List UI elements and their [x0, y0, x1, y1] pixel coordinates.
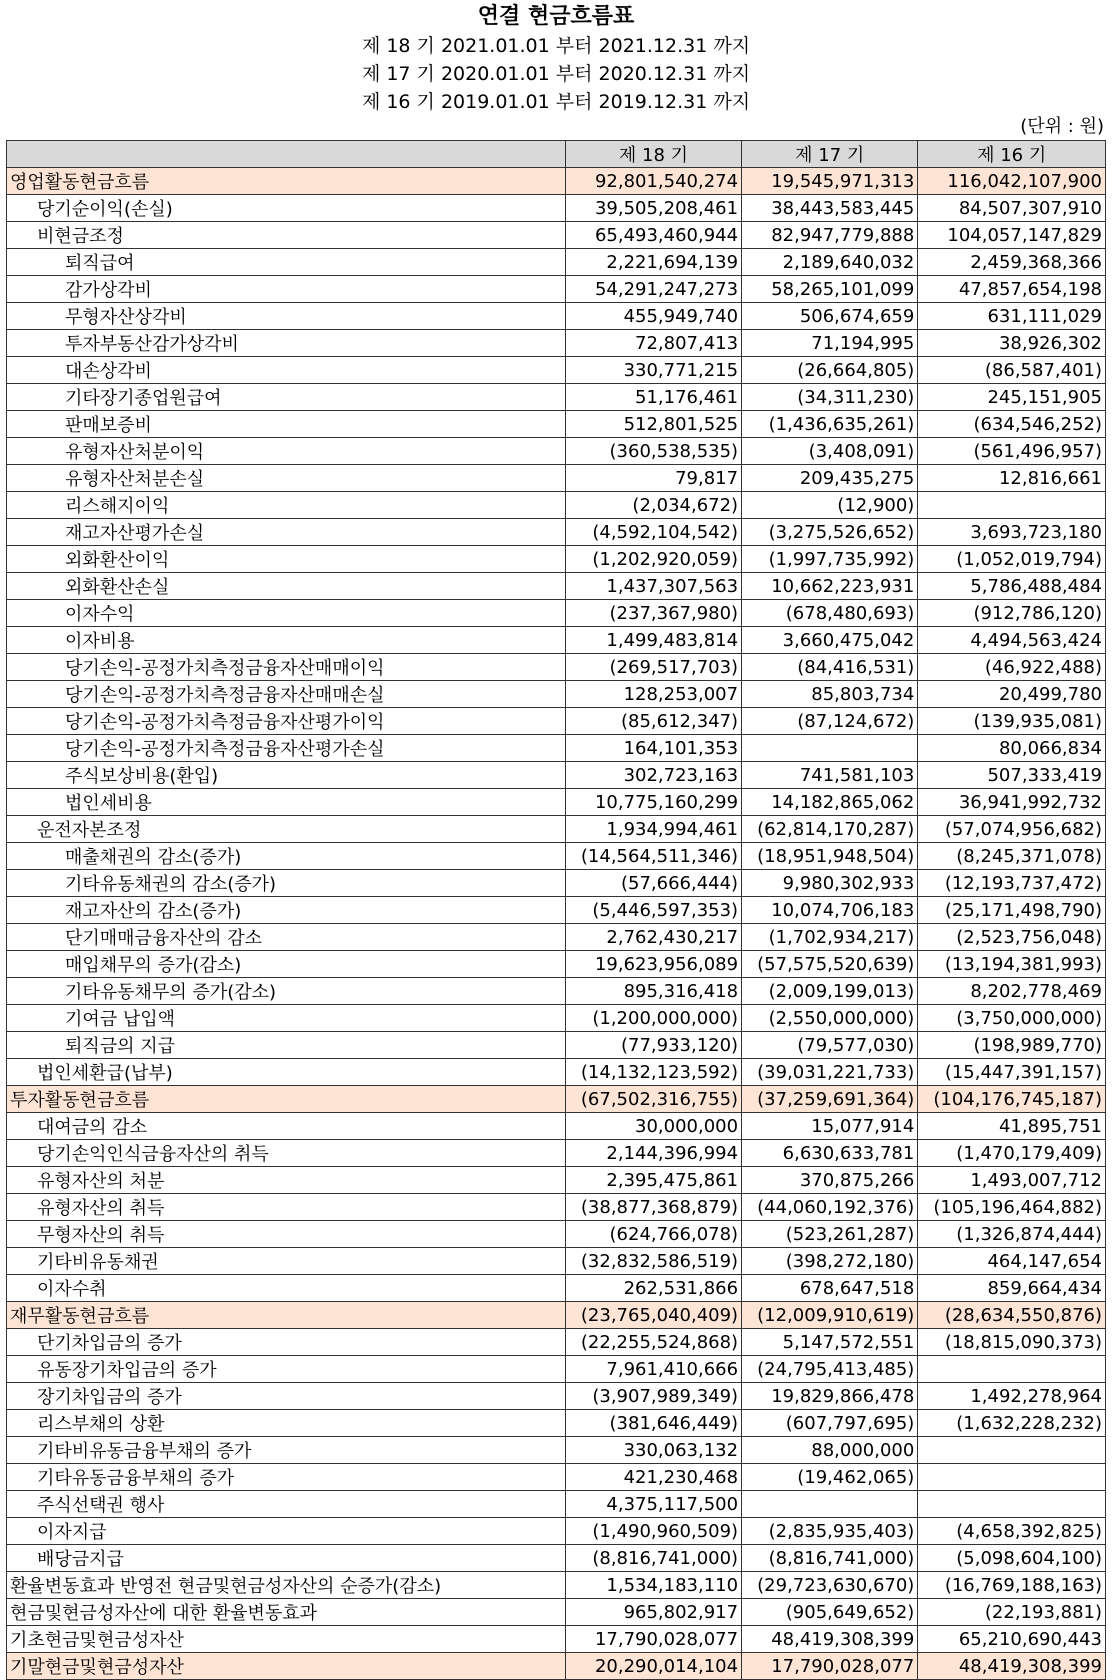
table-row	[7, 546, 1106, 573]
row-value: (3,275,526,652)	[742, 519, 918, 546]
table-row	[7, 870, 1106, 897]
row-value: (86,587,401)	[918, 357, 1106, 384]
row-label: 이자수취	[7, 1275, 566, 1302]
table-row	[7, 897, 1106, 924]
row-value: 19,829,866,478	[742, 1383, 918, 1410]
column-header: 제 16 기	[918, 141, 1106, 168]
table-row	[7, 1518, 1106, 1545]
table-row	[7, 195, 1106, 222]
table-row	[7, 384, 1106, 411]
table-row	[7, 600, 1106, 627]
row-label: 주식보상비용(환입)	[7, 762, 566, 789]
row-value: (1,436,635,261)	[742, 411, 918, 438]
table-row	[7, 951, 1106, 978]
row-value: 302,723,163	[565, 762, 741, 789]
row-value: 5,786,488,484	[918, 573, 1106, 600]
row-value: 65,493,460,944	[565, 222, 741, 249]
row-value: (18,815,090,373)	[918, 1329, 1106, 1356]
row-value: (2,835,935,403)	[742, 1518, 918, 1545]
row-value: 14,182,865,062	[742, 789, 918, 816]
row-label: 재고자산의 감소(증가)	[7, 897, 566, 924]
row-value: 421,230,468	[565, 1464, 741, 1491]
table-row	[7, 465, 1106, 492]
row-value: 39,505,208,461	[565, 195, 741, 222]
table-row	[7, 1005, 1106, 1032]
row-label: 기타비유동금융부채의 증가	[7, 1437, 566, 1464]
row-value: 71,194,995	[742, 330, 918, 357]
row-value: (105,196,464,882)	[918, 1194, 1106, 1221]
table-row	[7, 519, 1106, 546]
row-value: (67,502,316,755)	[565, 1086, 741, 1113]
row-value: 631,111,029	[918, 303, 1106, 330]
row-value: (39,031,221,733)	[742, 1059, 918, 1086]
row-value: (398,272,180)	[742, 1248, 918, 1275]
row-value: 1,493,007,712	[918, 1167, 1106, 1194]
table-row	[7, 411, 1106, 438]
row-value: (4,592,104,542)	[565, 519, 741, 546]
row-value	[918, 1491, 1106, 1518]
row-value: (24,795,413,485)	[742, 1356, 918, 1383]
row-value: (34,311,230)	[742, 384, 918, 411]
table-row	[7, 1059, 1106, 1086]
row-label: 단기매매금융자산의 감소	[7, 924, 566, 951]
row-value: 15,077,914	[742, 1113, 918, 1140]
row-value: 330,063,132	[565, 1437, 741, 1464]
row-value: (3,750,000,000)	[918, 1005, 1106, 1032]
table-row	[7, 843, 1106, 870]
row-value: (79,577,030)	[742, 1032, 918, 1059]
row-value: (905,649,652)	[742, 1599, 918, 1626]
row-value: (12,009,910,619)	[742, 1302, 918, 1329]
row-value: 1,499,483,814	[565, 627, 741, 654]
row-value: 20,290,014,104	[565, 1653, 741, 1680]
table-row	[7, 276, 1106, 303]
row-label: 외화환산손실	[7, 573, 566, 600]
row-value: 678,647,518	[742, 1275, 918, 1302]
table-row	[7, 249, 1106, 276]
row-value: (32,832,586,519)	[565, 1248, 741, 1275]
row-value: 859,664,434	[918, 1275, 1106, 1302]
row-value: (3,907,989,349)	[565, 1383, 741, 1410]
row-value: 104,057,147,829	[918, 222, 1106, 249]
row-value: 7,961,410,666	[565, 1356, 741, 1383]
row-value: 79,817	[565, 465, 741, 492]
row-value: 455,949,740	[565, 303, 741, 330]
row-value: 19,545,971,313	[742, 168, 918, 195]
row-label: 재고자산평가손실	[7, 519, 566, 546]
row-value: 17,790,028,077	[742, 1653, 918, 1680]
table-row	[7, 1302, 1106, 1329]
row-label: 외화환산이익	[7, 546, 566, 573]
row-label: 유형자산의 취득	[7, 1194, 566, 1221]
row-value: 2,395,475,861	[565, 1167, 741, 1194]
row-label: 당기손익-공정가치측정금융자산매매이익	[7, 654, 566, 681]
row-label: 매입채무의 증가(감소)	[7, 951, 566, 978]
row-value: 19,623,956,089	[565, 951, 741, 978]
row-value: (29,723,630,670)	[742, 1572, 918, 1599]
column-header	[7, 141, 566, 168]
table-row	[7, 573, 1106, 600]
table-row	[7, 1221, 1106, 1248]
row-label: 대여금의 감소	[7, 1113, 566, 1140]
row-value: 48,419,308,399	[918, 1653, 1106, 1680]
row-value: (5,098,604,100)	[918, 1545, 1106, 1572]
table-row	[7, 978, 1106, 1005]
row-label: 판매보증비	[7, 411, 566, 438]
row-label: 퇴직급여	[7, 249, 566, 276]
row-value: 8,202,778,469	[918, 978, 1106, 1005]
row-value: (85,612,347)	[565, 708, 741, 735]
row-value: (1,702,934,217)	[742, 924, 918, 951]
row-value: 1,437,307,563	[565, 573, 741, 600]
row-value: 895,316,418	[565, 978, 741, 1005]
row-value: 4,375,117,500	[565, 1491, 741, 1518]
row-value: 245,151,905	[918, 384, 1106, 411]
row-value: (1,490,960,509)	[565, 1518, 741, 1545]
row-value: (77,933,120)	[565, 1032, 741, 1059]
table-row	[7, 654, 1106, 681]
table-row	[7, 168, 1106, 195]
table-row	[7, 1329, 1106, 1356]
table-row	[7, 1437, 1106, 1464]
row-value: 10,662,223,931	[742, 573, 918, 600]
row-value: 80,066,834	[918, 735, 1106, 762]
table-row	[7, 1032, 1106, 1059]
row-label: 재무활동현금흐름	[7, 1302, 566, 1329]
row-value: (1,326,874,444)	[918, 1221, 1106, 1248]
row-value: 85,803,734	[742, 681, 918, 708]
row-value: 330,771,215	[565, 357, 741, 384]
row-value: 4,494,563,424	[918, 627, 1106, 654]
row-label: 유형자산처분이익	[7, 438, 566, 465]
table-row	[7, 1545, 1106, 1572]
row-value: 48,419,308,399	[742, 1626, 918, 1653]
row-value: 51,176,461	[565, 384, 741, 411]
row-value: 58,265,101,099	[742, 276, 918, 303]
table-row	[7, 1653, 1106, 1680]
row-label: 배당금지급	[7, 1545, 566, 1572]
row-value: (139,935,081)	[918, 708, 1106, 735]
row-label: 기타유동금융부채의 증가	[7, 1464, 566, 1491]
row-label: 당기손익인식금융자산의 취득	[7, 1140, 566, 1167]
row-label: 유동장기차입금의 증가	[7, 1356, 566, 1383]
row-value: (523,261,287)	[742, 1221, 918, 1248]
row-value: 41,895,751	[918, 1113, 1106, 1140]
row-value: (1,202,920,059)	[565, 546, 741, 573]
row-value: (62,814,170,287)	[742, 816, 918, 843]
table-row	[7, 330, 1106, 357]
row-value: (8,816,741,000)	[742, 1545, 918, 1572]
row-label: 기말현금및현금성자산	[7, 1653, 566, 1680]
table-row	[7, 1356, 1106, 1383]
row-value: (19,462,065)	[742, 1464, 918, 1491]
row-value: (87,124,672)	[742, 708, 918, 735]
row-value: 262,531,866	[565, 1275, 741, 1302]
row-value: (4,658,392,825)	[918, 1518, 1106, 1545]
row-label: 단기차입금의 증가	[7, 1329, 566, 1356]
row-value: 54,291,247,273	[565, 276, 741, 303]
row-value: (634,546,252)	[918, 411, 1106, 438]
row-value: (18,951,948,504)	[742, 843, 918, 870]
period-line: 제 18 기 2021.01.01 부터 2021.12.31 까지	[361, 35, 751, 57]
table-row	[7, 1275, 1106, 1302]
table-row	[7, 816, 1106, 843]
row-value: (22,255,524,868)	[565, 1329, 741, 1356]
row-value: (1,470,179,409)	[918, 1140, 1106, 1167]
table-row	[7, 1491, 1106, 1518]
row-value: (2,034,672)	[565, 492, 741, 519]
row-value: 507,333,419	[918, 762, 1106, 789]
row-label: 이자수익	[7, 600, 566, 627]
row-value: 20,499,780	[918, 681, 1106, 708]
table-row	[7, 1194, 1106, 1221]
row-value: (1,997,735,992)	[742, 546, 918, 573]
column-header: 제 18 기	[565, 141, 741, 168]
row-label: 유형자산의 처분	[7, 1167, 566, 1194]
row-value: (1,632,228,232)	[918, 1410, 1106, 1437]
table-row	[7, 924, 1106, 951]
table-row	[7, 1086, 1106, 1113]
row-value: 128,253,007	[565, 681, 741, 708]
row-value: (561,496,957)	[918, 438, 1106, 465]
row-value: (8,245,371,078)	[918, 843, 1106, 870]
row-value: (13,194,381,993)	[918, 951, 1106, 978]
row-value: 92,801,540,274	[565, 168, 741, 195]
table-header-row	[7, 141, 1106, 168]
table-row	[7, 1113, 1106, 1140]
row-value: 164,101,353	[565, 735, 741, 762]
row-value: 741,581,103	[742, 762, 918, 789]
row-value: (23,765,040,409)	[565, 1302, 741, 1329]
row-label: 매출채권의 감소(증가)	[7, 843, 566, 870]
row-value: (12,900)	[742, 492, 918, 519]
row-value: (360,538,535)	[565, 438, 741, 465]
row-value: 1,534,183,110	[565, 1572, 741, 1599]
row-label: 퇴직금의 지급	[7, 1032, 566, 1059]
row-value: 506,674,659	[742, 303, 918, 330]
row-value: 72,807,413	[565, 330, 741, 357]
row-value: 1,934,994,461	[565, 816, 741, 843]
row-value: (28,634,550,876)	[918, 1302, 1106, 1329]
row-value: 10,775,160,299	[565, 789, 741, 816]
row-value: 6,630,633,781	[742, 1140, 918, 1167]
row-label: 감가상각비	[7, 276, 566, 303]
row-value: (381,646,449)	[565, 1410, 741, 1437]
row-value: 38,443,583,445	[742, 195, 918, 222]
table-row	[7, 492, 1106, 519]
row-label: 장기차입금의 증가	[7, 1383, 566, 1410]
column-header: 제 17 기	[742, 141, 918, 168]
row-value: (104,176,745,187)	[918, 1086, 1106, 1113]
row-label: 투자활동현금흐름	[7, 1086, 566, 1113]
row-value: (2,523,756,048)	[918, 924, 1106, 951]
table-row	[7, 1599, 1106, 1626]
row-label: 투자부동산감가상각비	[7, 330, 566, 357]
row-value: (3,408,091)	[742, 438, 918, 465]
row-value: 116,042,107,900	[918, 168, 1106, 195]
row-label: 유형자산처분손실	[7, 465, 566, 492]
row-value: (16,769,188,163)	[918, 1572, 1106, 1599]
table-row	[7, 1167, 1106, 1194]
row-label: 기타유동채무의 증가(감소)	[7, 978, 566, 1005]
row-value: (37,259,691,364)	[742, 1086, 918, 1113]
table-row	[7, 303, 1106, 330]
table-row	[7, 708, 1106, 735]
row-value: 2,762,430,217	[565, 924, 741, 951]
row-value	[918, 1356, 1106, 1383]
row-label: 현금및현금성자산에 대한 환율변동효과	[7, 1599, 566, 1626]
row-value: 65,210,690,443	[918, 1626, 1106, 1653]
row-value: (14,564,511,346)	[565, 843, 741, 870]
row-value: (624,766,078)	[565, 1221, 741, 1248]
row-label: 환율변동효과 반영전 현금및현금성자산의 순증가(감소)	[7, 1572, 566, 1599]
row-value: 464,147,654	[918, 1248, 1106, 1275]
row-label: 당기손익-공정가치측정금융자산매매손실	[7, 681, 566, 708]
row-value: 88,000,000	[742, 1437, 918, 1464]
row-value: (2,009,199,013)	[742, 978, 918, 1005]
row-value	[742, 735, 918, 762]
row-value: 965,802,917	[565, 1599, 741, 1626]
row-value: 82,947,779,888	[742, 222, 918, 249]
row-value: (57,575,520,639)	[742, 951, 918, 978]
row-value: 2,144,396,994	[565, 1140, 741, 1167]
row-label: 법인세환급(납부)	[7, 1059, 566, 1086]
row-label: 주식선택권 행사	[7, 1491, 566, 1518]
row-value: 3,693,723,180	[918, 519, 1106, 546]
row-value: 370,875,266	[742, 1167, 918, 1194]
report-title: 연결 현금흐름표	[477, 4, 635, 29]
row-value: (57,666,444)	[565, 870, 741, 897]
row-label: 영업활동현금흐름	[7, 168, 566, 195]
row-value	[742, 1491, 918, 1518]
table-row	[7, 1464, 1106, 1491]
row-value: 2,459,368,366	[918, 249, 1106, 276]
row-label: 운전자본조정	[7, 816, 566, 843]
unit-label: (단위 : 원)	[1020, 116, 1104, 137]
row-label: 비현금조정	[7, 222, 566, 249]
table-row	[7, 789, 1106, 816]
row-value: 2,189,640,032	[742, 249, 918, 276]
table-row	[7, 357, 1106, 384]
row-value: (269,517,703)	[565, 654, 741, 681]
period-line: 제 16 기 2019.01.01 부터 2019.12.31 까지	[361, 91, 751, 113]
row-label: 기초현금및현금성자산	[7, 1626, 566, 1653]
row-label: 기타장기종업원급여	[7, 384, 566, 411]
report-header	[0, 0, 1112, 116]
row-value: (678,480,693)	[742, 600, 918, 627]
row-value: 17,790,028,077	[565, 1626, 741, 1653]
row-label: 리스해지이익	[7, 492, 566, 519]
row-label: 기여금 납입액	[7, 1005, 566, 1032]
row-value: (22,193,881)	[918, 1599, 1106, 1626]
row-value: 512,801,525	[565, 411, 741, 438]
row-label: 기타유동채권의 감소(증가)	[7, 870, 566, 897]
row-value: 1,492,278,964	[918, 1383, 1106, 1410]
row-value: 84,507,307,910	[918, 195, 1106, 222]
row-value: 36,941,992,732	[918, 789, 1106, 816]
row-label: 무형자산상각비	[7, 303, 566, 330]
row-value: (26,664,805)	[742, 357, 918, 384]
row-label: 법인세비용	[7, 789, 566, 816]
row-label: 당기손익-공정가치측정금융자산평가손실	[7, 735, 566, 762]
table-row	[7, 1248, 1106, 1275]
row-label: 대손상각비	[7, 357, 566, 384]
row-value: 12,816,661	[918, 465, 1106, 492]
row-value: (2,550,000,000)	[742, 1005, 918, 1032]
row-value: (14,132,123,592)	[565, 1059, 741, 1086]
table-row	[7, 681, 1106, 708]
table-row	[7, 1626, 1106, 1653]
row-value: (5,446,597,353)	[565, 897, 741, 924]
table-row	[7, 1410, 1106, 1437]
cash-flow-table	[6, 140, 1106, 1680]
row-value: 2,221,694,139	[565, 249, 741, 276]
table-row	[7, 762, 1106, 789]
row-label: 이자비용	[7, 627, 566, 654]
table-row	[7, 735, 1106, 762]
row-value: 5,147,572,551	[742, 1329, 918, 1356]
row-value: 209,435,275	[742, 465, 918, 492]
row-value: (15,447,391,157)	[918, 1059, 1106, 1086]
row-value: (237,367,980)	[565, 600, 741, 627]
row-value	[918, 1464, 1106, 1491]
row-value: (1,052,019,794)	[918, 546, 1106, 573]
row-value: (44,060,192,376)	[742, 1194, 918, 1221]
table-row	[7, 1383, 1106, 1410]
row-value: (8,816,741,000)	[565, 1545, 741, 1572]
row-value: 10,074,706,183	[742, 897, 918, 924]
row-value: (1,200,000,000)	[565, 1005, 741, 1032]
row-value: 9,980,302,933	[742, 870, 918, 897]
row-value: 30,000,000	[565, 1113, 741, 1140]
row-value: (912,786,120)	[918, 600, 1106, 627]
row-value	[918, 492, 1106, 519]
row-value: (12,193,737,472)	[918, 870, 1106, 897]
row-value: 38,926,302	[918, 330, 1106, 357]
row-value: (57,074,956,682)	[918, 816, 1106, 843]
row-label: 당기손익-공정가치측정금융자산평가이익	[7, 708, 566, 735]
row-label: 무형자산의 취득	[7, 1221, 566, 1248]
table-row	[7, 438, 1106, 465]
row-value: 3,660,475,042	[742, 627, 918, 654]
row-label: 리스부채의 상환	[7, 1410, 566, 1437]
table-row	[7, 1572, 1106, 1599]
row-value: 47,857,654,198	[918, 276, 1106, 303]
row-label: 기타비유동채권	[7, 1248, 566, 1275]
period-line: 제 17 기 2020.01.01 부터 2020.12.31 까지	[361, 63, 751, 85]
row-label: 이자지급	[7, 1518, 566, 1545]
row-value: (198,989,770)	[918, 1032, 1106, 1059]
row-label: 당기순이익(손실)	[7, 195, 566, 222]
table-row	[7, 222, 1106, 249]
row-value: (46,922,488)	[918, 654, 1106, 681]
row-value	[918, 1437, 1106, 1464]
row-value: (607,797,695)	[742, 1410, 918, 1437]
row-value: (38,877,368,879)	[565, 1194, 741, 1221]
row-value: (84,416,531)	[742, 654, 918, 681]
table-row	[7, 1140, 1106, 1167]
row-value: (25,171,498,790)	[918, 897, 1106, 924]
table-row	[7, 627, 1106, 654]
